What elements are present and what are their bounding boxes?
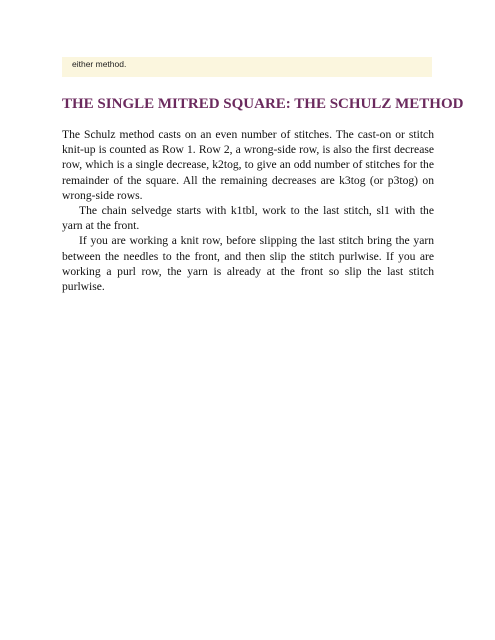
note-box: [62, 57, 432, 77]
paragraph: If you are working a knit row, before slipping the last stitch bring the yarn between the needles to the front, and then slip the stitch purlwise. If you are working a purl row, the yarn is already at the front so slip the last stitch purlwise.: [62, 234, 434, 294]
paragraph: The chain selvedge starts with k1tbl, work to the last stitch, sl1 with the yarn at the front.: [62, 204, 434, 233]
note-text: either method.: [72, 59, 127, 69]
section-body: [62, 127, 434, 294]
paragraph: The Schulz method casts on an even number of stitches. The cast-on or stitch knit-up is counted as Row 1. Row 2, a wrong-side row, is also the first decrease row, which is a single decrease, k2tog, to give an odd number of stitches for the remainder of the square. All the remaining decreases are k3tog (or p3tog) on wrong-side rows.: [62, 128, 434, 202]
section-heading: THE SINGLE MITRED SQUARE: THE SCHULZ METHOD: [62, 96, 464, 112]
